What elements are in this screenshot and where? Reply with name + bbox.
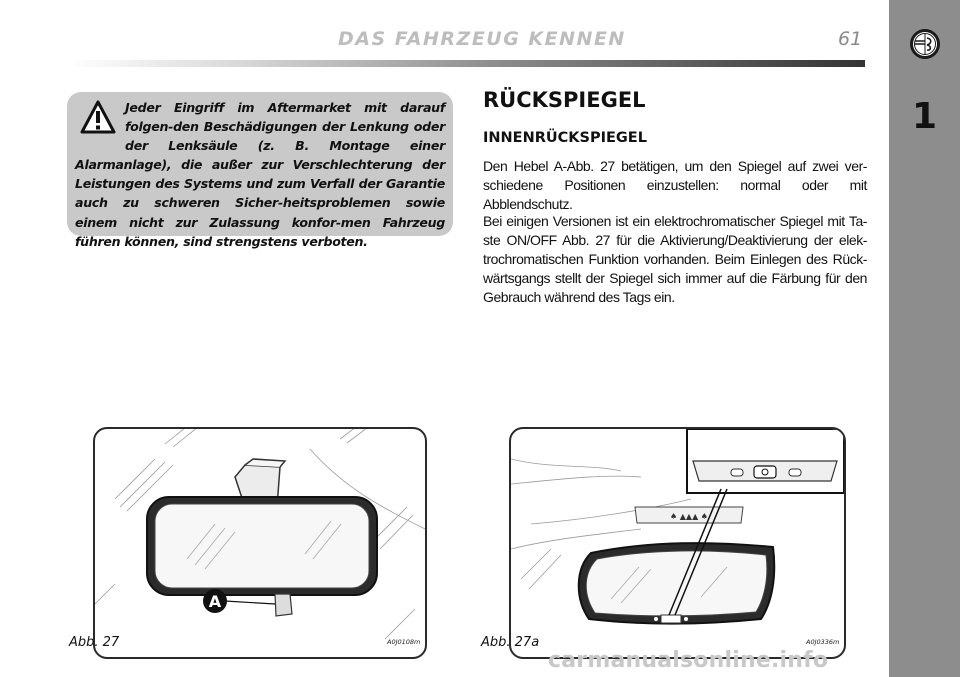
figure-caption: Abb. 27a: [481, 635, 540, 650]
figure-code: A0J0336m: [806, 638, 840, 646]
warning-text-body: Jeder Eingriff im Aftermarket mit darauf folgen-den Beschädigungen der Lenkung oder der Lenksäule (z. B. Montage einer Alarmanlage), die außer zur Verschlechterung der Leistungen des Systems und zum Verfall der Garantie auch zu schweren Sicher-heitsproblemen sowie einem nicht zur Zulassung konfor-men Fahrzeug führen können, sind strengstens verboten.: [75, 100, 445, 249]
page-number: 61: [838, 28, 863, 50]
figure-code: A0J0108m: [387, 638, 421, 646]
section-title: RÜCKSPIEGEL: [483, 88, 646, 112]
chapter-number: 1: [911, 96, 938, 137]
alfa-romeo-logo-icon: [909, 28, 941, 60]
mirror-illustration: [95, 429, 425, 657]
warning-text: [75, 98, 445, 251]
paragraph: Den Hebel A-Abb. 27 betätigen, um den Spiegel auf zwei ver-schiedene Positionen einzustellen: normal oder mit Abblendschutz.: [483, 158, 867, 212]
figure-electrochromatic-mirror: [509, 427, 846, 659]
watermark: carmanualsonline.info: [548, 648, 829, 673]
figure-caption: Abb. 27: [69, 635, 120, 650]
callout-label-a: A: [208, 592, 222, 611]
svg-text:♠ ▲▲▲ ♠: ♠ ▲▲▲ ♠: [670, 512, 708, 521]
header-rule: [67, 60, 865, 67]
electrochromatic-mirror-illustration: [511, 429, 844, 657]
subsection-title: INNENRÜCKSPIEGEL: [483, 130, 647, 146]
figure-interior-mirror: [93, 427, 427, 659]
paragraph: Bei einigen Versionen ist ein elektrochromatischer Spiegel mit Ta-ste ON/OFF Abb. 27 für die Aktivierung/Deaktivierung der elek-trochromatischen Funktion vorhanden. Beim Einlegen des Rück-wärtsgangs stellt der Spiegel sich immer auf die Färbung für den Gebrauch während des Tags ein.: [483, 213, 867, 305]
page-header-title: DAS FAHRZEUG KENNEN: [338, 28, 626, 50]
